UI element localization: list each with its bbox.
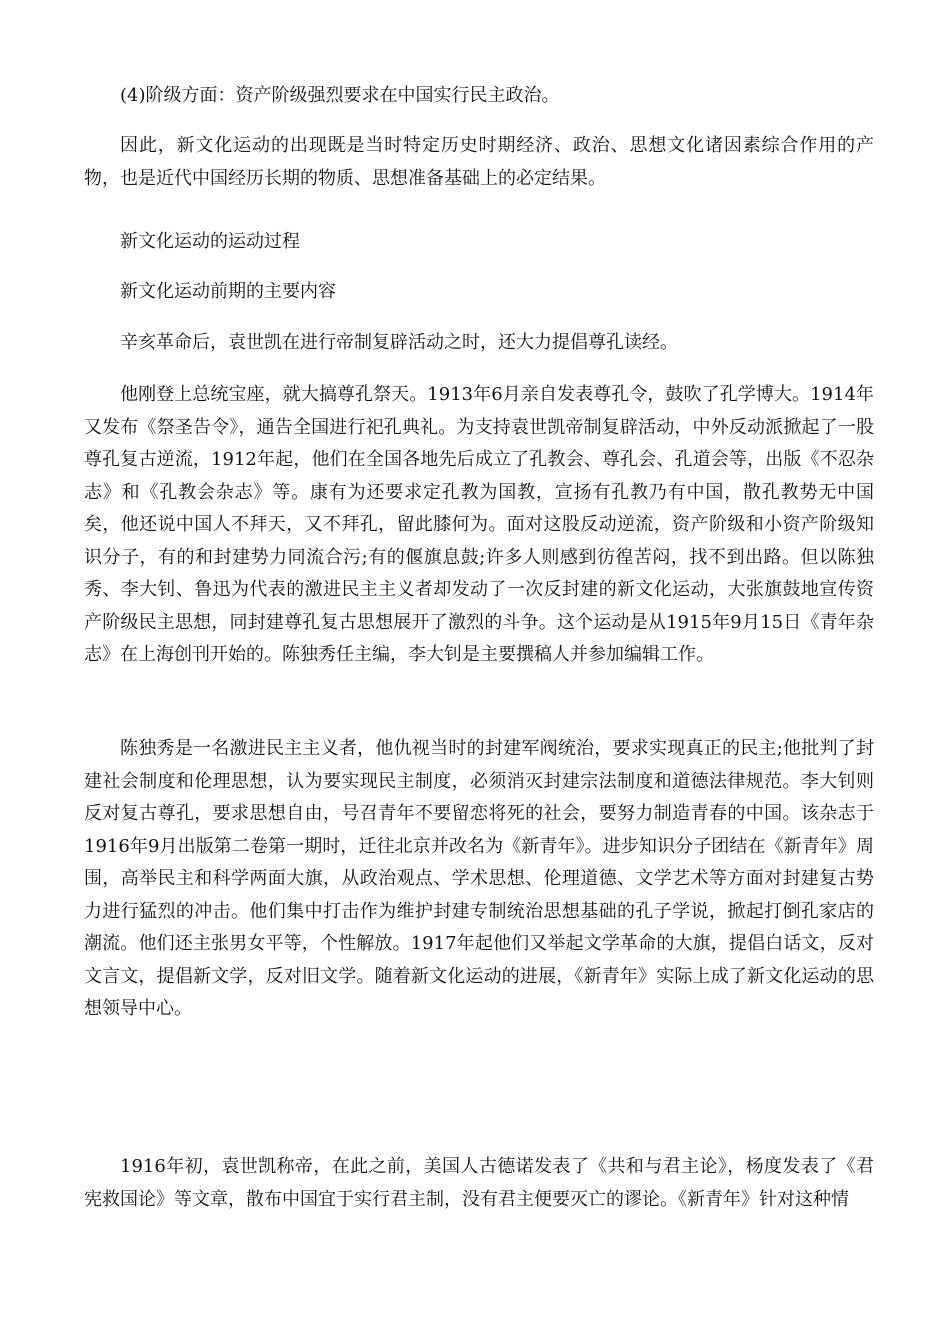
paragraph-class-aspect: (4)阶级方面：资产阶级强烈要求在中国实行民主政治。 [120, 85, 560, 106]
paragraph-conclusion: 因此，新文化运动的出现既是当时特定历史时期经济、政治、思想文化诸因素综合作用的产物，也是近代中国经历长期的物质、思想准备基础上的必定结果。 [84, 135, 874, 189]
paragraph-confucius-worship: 他刚登上总统宝座，就大搞尊孔祭天。1913年6月亲自发表尊孔令，鼓吹了孔学博大。1914年又发布《祭圣告令》，通告全国进行祀孔典礼。为支持袁世凯帝制复辟活动，中外反动派掀起了一股尊孔复古逆流，1912年起，他们在全国各地先后成立了孔教会、尊孔会、孔道会等，出版《不忍杂志》和《孔教会杂志》等。康有为还要求定孔教为国教，宣扬有孔教乃有中国，散孔教势无中国矣，他还说中国人不拜天，又不拜孔，留此膝何为。面对这股反动逆流，资产阶级和小资产阶级知识分子，有的和封建势力同流合污;有的偃旗息鼓;许多人则感到彷徨苦闷，找不到出路。但以陈独秀、李大钊、鲁迅为代表的激进民主主义者却发动了一次反封建的新文化运动，大张旗鼓地宣传资产阶级民主思想，同封建尊孔复古思想展开了激烈的斗争。这个运动是从1915年9月15日《青年杂志》在上海创刊开始的。陈独秀任主编，李大钊是主要撰稿人并参加编辑工作。 [84, 384, 874, 665]
paragraph-after-revolution: 辛亥革命后，袁世凯在进行帝制复辟活动之时，还大力提倡尊孔读经。 [120, 332, 678, 353]
paragraph-1916: 1916年初，袁世凯称帝，在此之前，美国人古德诺发表了《共和与君主论》，杨度发表了《君宪救国论》等文章，散布中国宜于实行君主制，没有君主便要灭亡的谬论。《新青年》针对这种情 [84, 1156, 874, 1210]
heading-early-content: 新文化运动前期的主要内容 [120, 281, 336, 302]
heading-movement-process: 新文化运动的运动过程 [120, 231, 300, 252]
paragraph-chen-duxiu: 陈独秀是一名激进民主主义者，他仇视当时的封建军阀统治，要求实现真正的民主;他批判了封建社会制度和伦理思想，认为要实现民主制度，必须消灭封建宗法制度和道德法律规范。李大钊则反对复古尊孔，要求思想自由，号召青年不要留恋将死的社会，要努力制造青春的中国。该杂志于1916年9月出版第二卷第一期时，迁往北京并改名为《新青年》。进步知识分子团结在《新青年》周围，高举民主和科学两面大旗，从政治观点、学术思想、伦理道德、文学艺术等方面对封建复古势力进行猛烈的冲击。他们集中打击作为维护封建专制统治思想基础的孔子学说，掀起打倒孔家店的潮流。他们还主张男女平等，个性解放。1917年起他们又举起文学革命的大旗，提倡白话文，反对文言文，提倡新文学，反对旧文学。随着新文化运动的进展，《新青年》实际上成了新文化运动的思想领导中心。 [84, 738, 874, 1019]
